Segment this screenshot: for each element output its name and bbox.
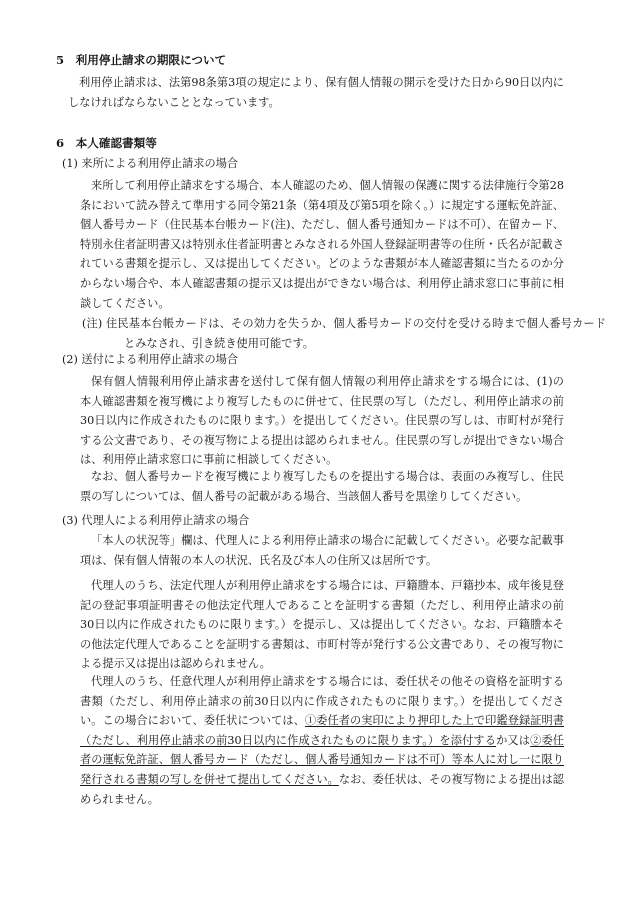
subsection-3-paragraph-1: 「本人の状況等」欄は、代理人による利用停止請求の場合に記載してください。必要な記載事項は、保有個人情報の本人の状況、氏名及び本人の住所又は居所です。 (80, 534, 564, 567)
section-5-heading: 5 利用停止請求の期限について (56, 53, 227, 67)
paragraph-3-text-end: なお、委任状は、その複写物による提出は認められません。 (80, 772, 564, 806)
subsection-3-paragraph-3 (80, 672, 564, 809)
subsection-1-paragraph: 来所して利用停止請求をする場合、本人確認のため、個人情報の保護に関する法律施行令第28条において読み替えて準用する同令第21条（第4項及び第5項を除く。）に規定する運転免許証、個人番号カード（住民基本台帳カード(注)、ただし、個人番号通知カードは不可）、在留カード、特別永住者証明書又は特別永住者証明書とみなされる外国人登録証明書等の住所・氏名が記載されている書類を提示し、又は提出してください。どのような書類が本人確認書類に当たるのか分からない場合や、本人確認書類の提示又は提出ができない場合は、利用停止請求窓口に事前に相談してください。 (80, 179, 564, 310)
subsection-2-heading: (2) 送付による利用停止請求の場合 (62, 353, 239, 366)
section-5-paragraph: 利用停止請求は、法第98条第3項の規定により、保有個人情報の開示を受けた日から90日以内にしなければならないこととなっています。 (68, 76, 564, 109)
subsection-3-heading: (3) 代理人による利用停止請求の場合 (62, 514, 250, 527)
paragraph-3-text-middle: か又は (496, 733, 531, 747)
subsection-1-note: (注) 住民基本台帳カードは、その効力を失うか、個人番号カードの交付を受ける時まで個人番号カードとみなされ、引き続き使用可能です。 (82, 317, 606, 350)
paragraph-3-text-start: 代理人のうち、任意代理人が利用停止請求をする場合には、委任状その他その資格を証明する書類（ただし、利用停止請求の前30日以内に作成されたものに限ります。）を提出してください。この場合において、委任状については、 (80, 675, 564, 728)
subsection-2-paragraph-1: 保有個人情報利用停止請求書を送付して保有個人情報の利用停止請求をする場合には、(1)の本人確認書類を複写機により複写したものに併せて、住民票の写し（ただし、利用停止請求の前30日以内に作成されたものに限ります。）を提出してください。住民票の写しは、市町村が発行する公文書であり、その複写物による提出は認められません。住民票の写しが提出できない場合は、利用停止請求窓口に事前に相談してください。 (80, 375, 564, 467)
subsection-3-paragraph-2: 代理人のうち、法定代理人が利用停止請求をする場合には、戸籍謄本、戸籍抄本、成年後見登記の登記事項証明書その他法定代理人であることを証明する書類（ただし、利用停止請求の前30日以内に作成されたものに限ります。）を提示し、又は提出してください。なお、戸籍謄本その他法定代理人であることを証明する書類は、市町村等が発行する公文書であり、その複写物による提示又は提出は認められません。 (80, 579, 564, 671)
subsection-2-paragraph-2: なお、個人番号カードを複写機により複写したものを提出する場合は、表面のみ複写し、住民票の写しについては、個人番号の記載がある場合、当該個人番号を黒塗りしてください。 (80, 470, 564, 503)
underlined-condition-1: ①委任者の実印により押印した上で印鑑登録証明書（ただし、利用停止請求の前30日以内に作成されたものに限ります。）を添付する (80, 714, 564, 747)
underlined-condition-2: ②委任者の運転免許証、個人番号カード（ただし、個人番号通知カードは不可）等本人に対し一に限り発行される書類の写しを併せて提出してください。 (80, 733, 564, 786)
section-6-heading: 6 本人確認書類等 (56, 136, 157, 150)
subsection-1-heading: (1) 来所による利用停止請求の場合 (62, 157, 239, 170)
